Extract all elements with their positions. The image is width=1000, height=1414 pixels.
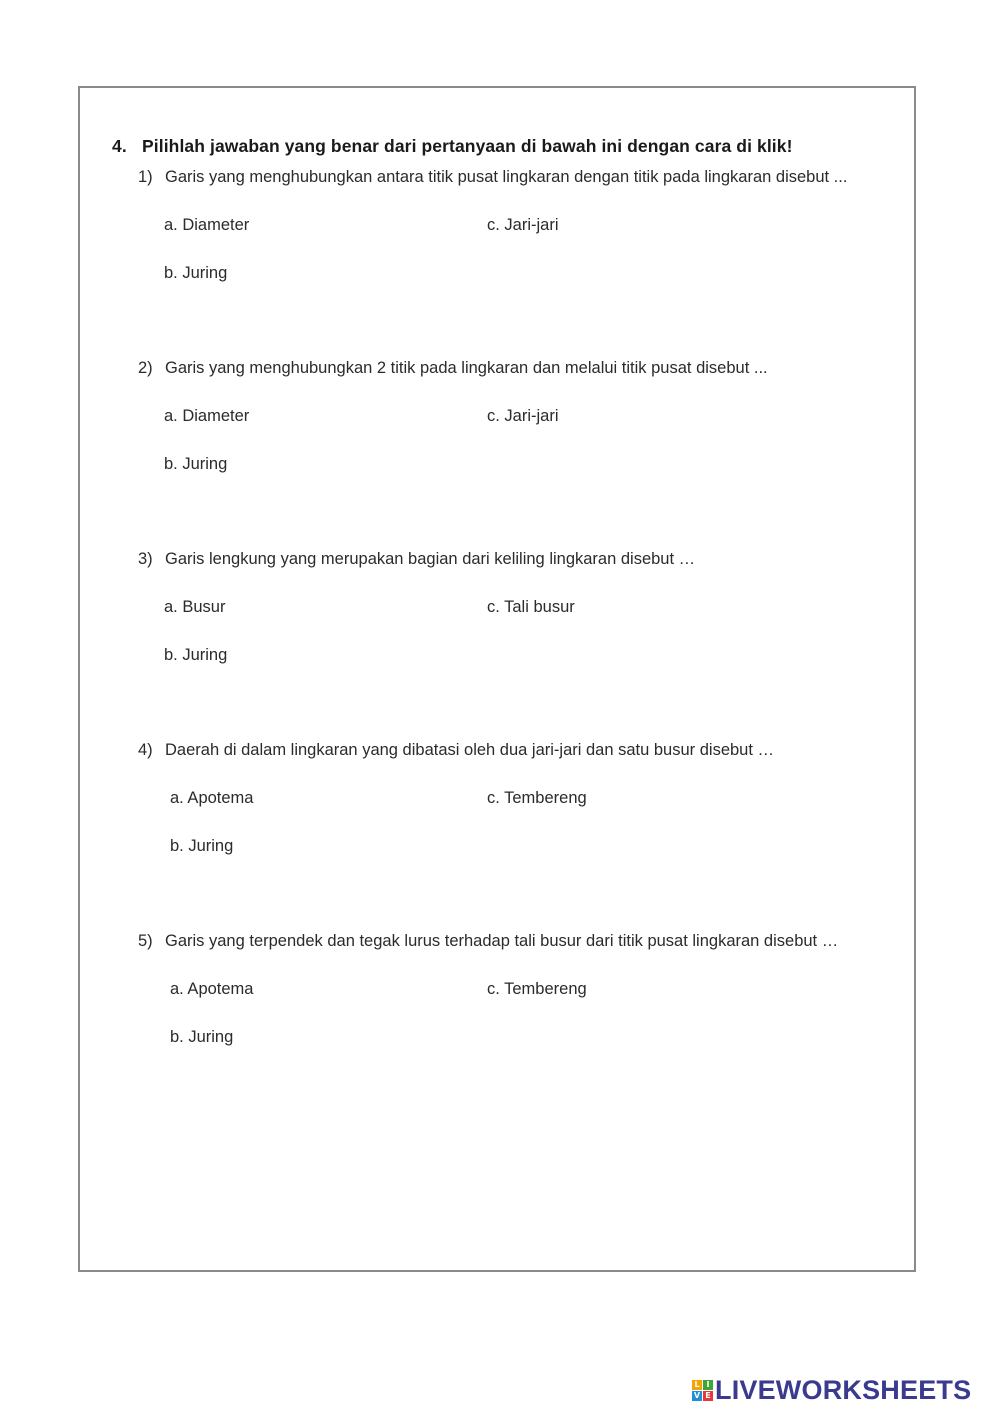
option-a[interactable]: a. Apotema <box>170 789 254 807</box>
question-text <box>138 741 774 760</box>
option-b[interactable]: b. Juring <box>164 264 228 282</box>
option-c[interactable]: c. Jari-jari <box>487 216 559 234</box>
question-prompt: Garis yang terpendek dan tegak lurus terhadap tali busur dari titik pusat lingkaran disebut … <box>165 932 839 950</box>
logo-mark-letter-v: V <box>693 1390 701 1400</box>
question-number: 4) <box>138 741 153 759</box>
question-number: 1) <box>138 168 153 186</box>
option-a[interactable]: a. Busur <box>164 598 226 616</box>
instruction-number: 4. <box>112 136 127 156</box>
option-b[interactable]: b. Juring <box>170 1028 234 1046</box>
logo-mark-letter-l: L <box>692 1380 702 1390</box>
logo-mark-letter-e: E <box>703 1391 713 1401</box>
option-a[interactable]: a. Apotema <box>170 980 254 998</box>
question-text <box>138 550 695 569</box>
option-c[interactable]: c. Tembereng <box>487 789 587 807</box>
logo-mark-letter-i: I <box>703 1380 713 1390</box>
option-a[interactable]: a. Diameter <box>164 407 250 425</box>
option-a[interactable]: a. Diameter <box>164 216 250 234</box>
option-b[interactable]: b. Juring <box>164 455 228 473</box>
question-number: 3) <box>138 550 153 568</box>
question-number: 5) <box>138 932 153 950</box>
question-text <box>138 359 768 378</box>
option-c[interactable]: c. Tali busur <box>487 598 575 616</box>
question-number: 2) <box>138 359 153 377</box>
instruction-text: Pilihlah jawaban yang benar dari pertanyaan di bawah ini dengan cara di klik! <box>142 136 793 156</box>
question-prompt: Daerah di dalam lingkaran yang dibatasi oleh dua jari-jari dan satu busur disebut … <box>165 741 775 759</box>
logo-text: LIVEWORKSHEETS <box>715 1374 972 1405</box>
liveworksheets-logo[interactable] <box>692 1374 971 1406</box>
question-prompt: Garis lengkung yang merupakan bagian dari keliling lingkaran disebut … <box>165 550 696 568</box>
option-c[interactable]: c. Jari-jari <box>487 407 559 425</box>
question-text <box>138 932 838 951</box>
option-b[interactable]: b. Juring <box>164 646 228 664</box>
liveworksheets-logo-icon <box>692 1380 713 1401</box>
instruction-heading <box>112 136 793 157</box>
question-text <box>138 168 847 187</box>
option-c[interactable]: c. Tembereng <box>487 980 587 998</box>
question-prompt: Garis yang menghubungkan antara titik pusat lingkaran dengan titik pada lingkaran disebut ... <box>165 168 848 186</box>
option-b[interactable]: b. Juring <box>170 837 234 855</box>
question-prompt: Garis yang menghubungkan 2 titik pada lingkaran dan melalui titik pusat disebut ... <box>165 359 768 377</box>
